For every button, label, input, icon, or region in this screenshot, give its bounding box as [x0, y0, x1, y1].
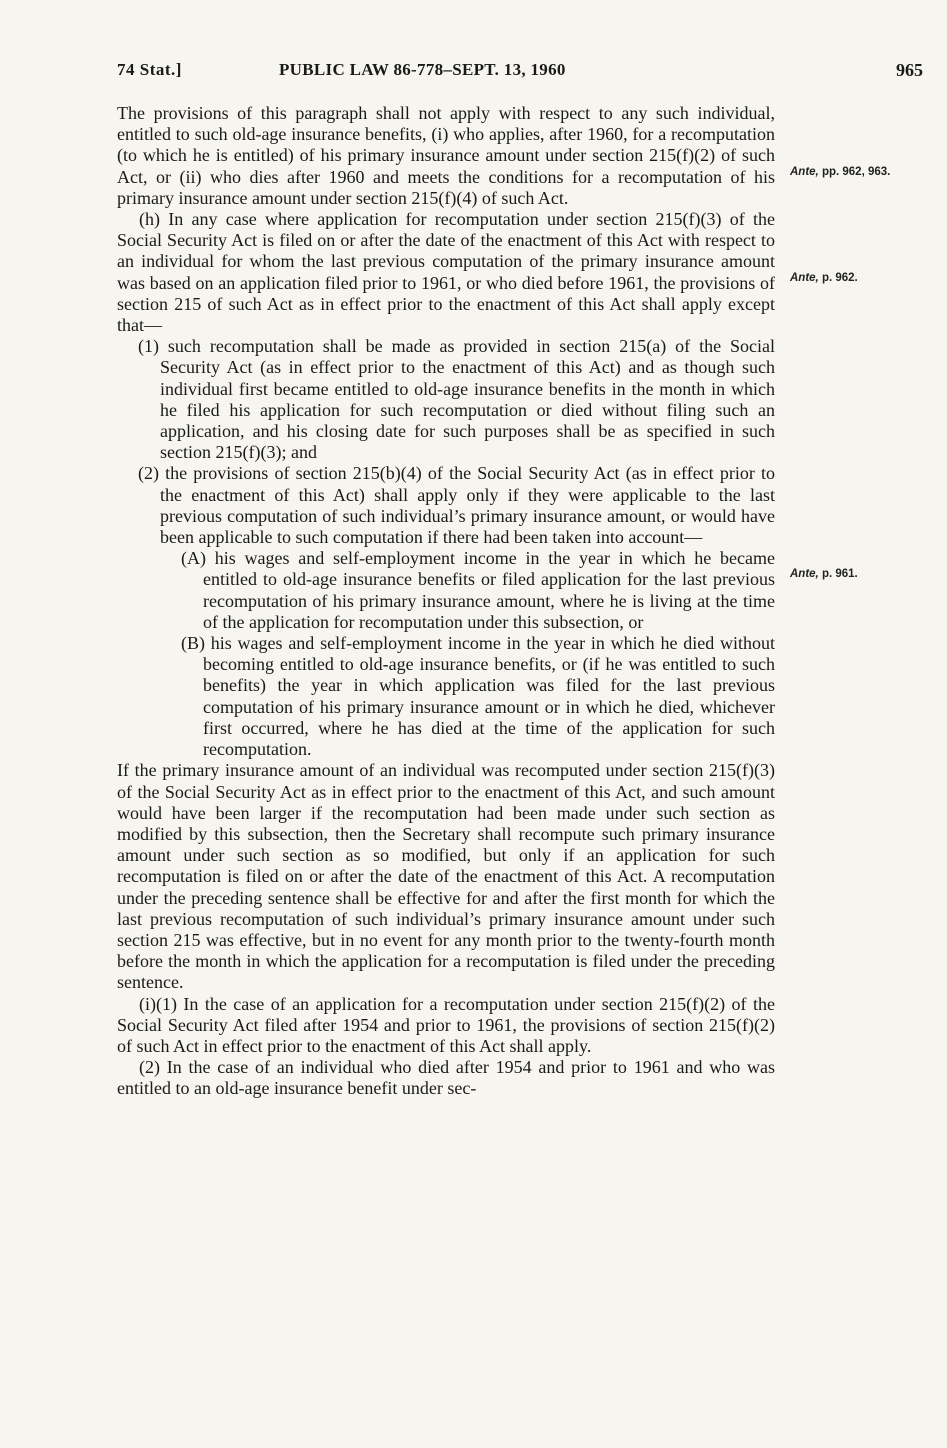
paragraph-h-2-a: (A) his wages and self-employment income in the year in which he became entitled to old-age insurance benefits or filed application for the last previous recomputation of his primary insurance amount, where he is living at the time of the application for recomputation under this subsection, or [181, 548, 775, 632]
document-body [117, 103, 775, 1100]
margin-note-ante-962: Ante, p. 962. [790, 272, 858, 284]
paragraph-provisions: The provisions of this paragraph shall not apply with respect to any such individual, entitled to such old-age insurance benefits, (i) who applies, after 1960, for a recomputation (to which he is entitled) of his primary insurance amount under section 215(f)(2) of such Act, or (ii) who dies after 1960 and meets the conditions for a recomputation of his primary insurance amount under section 215(f)(4) of such Act. [117, 103, 775, 208]
running-title: PUBLIC LAW 86-778–SEPT. 13, 1960 [279, 60, 566, 79]
page-number: 965 [896, 60, 923, 80]
page-header [117, 60, 923, 86]
paragraph-h-1: (1) such recomputation shall be made as provided in section 215(a) of the Social Security Act (as in effect prior to the enactment of this Act) and as though such individual first became entitled to old-age insurance benefits in the month in which he filed his application for such recomputation or died without filing such an application, and his closing date for such purposes shall be as specified in such section 215(f)(3); and [138, 336, 775, 463]
margin-note-ante-961: Ante, p. 961. [790, 568, 858, 580]
statute-volume: 74 Stat.] [117, 60, 182, 79]
paragraph-recompute: If the primary insurance amount of an individual was recomputed under section 215(f)(3) of the Social Security Act as in effect prior to the enactment of this Act, and such amount would have been larger if the recomputation had been made under such section as modified by this subsection, then the Secretary shall recompute such primary insurance amount under such section as so modified, but only if an application for such recomputation is filed on or after the date of the enactment of this Act. A recomputation under the preceding sentence shall be effective for and after the first month for which the last previous recomputation of such individual’s primary insurance amount under such section 215 was effective, but in no event for any month prior to the twenty-fourth month before the month in which the application for a recomputation is filed under the preceding sentence. [117, 760, 775, 993]
paragraph-h: (h) In any case where application for recomputation under section 215(f)(3) of the Social Security Act is filed on or after the date of the enactment of this Act with respect to an individual for whom the last previous computation of the primary insurance amount was based on an application filed prior to 1961, or who died before 1961, the provisions of section 215 of such Act as in effect prior to the enactment of this Act shall apply except that— [117, 209, 775, 336]
paragraph-h-2: (2) the provisions of section 215(b)(4) of the Social Security Act (as in effect prior to the enactment of this Act) shall apply only if they were applicable to the last previous computation of such individual’s primary insurance amount, or would have been applicable to such computation if there had been taken into account— [138, 463, 775, 548]
paragraph-i-2: (2) In the case of an individual who died after 1954 and prior to 1961 and who was entitled to an old-age insurance benefit under sec- [117, 1057, 775, 1099]
paragraph-i-1: (i)(1) In the case of an application for a recomputation under section 215(f)(2) of the Social Security Act filed after 1954 and prior to 1961, the provisions of section 215(f)(2) of such Act in effect prior to the enactment of this Act shall apply. [117, 993, 775, 1056]
paragraph-h-2-b: (B) his wages and self-employment income in the year in which he died without becoming entitled to old-age insurance benefits, or (if he was entitled to such benefits) the year in which application was filed for the last previous computation of his primary insurance amount or in which he died, whichever first occurred, where he has died at the time of the application for such recomputation. [181, 633, 775, 760]
margin-note-ante-962-963: Ante, pp. 962, 963. [790, 166, 891, 178]
